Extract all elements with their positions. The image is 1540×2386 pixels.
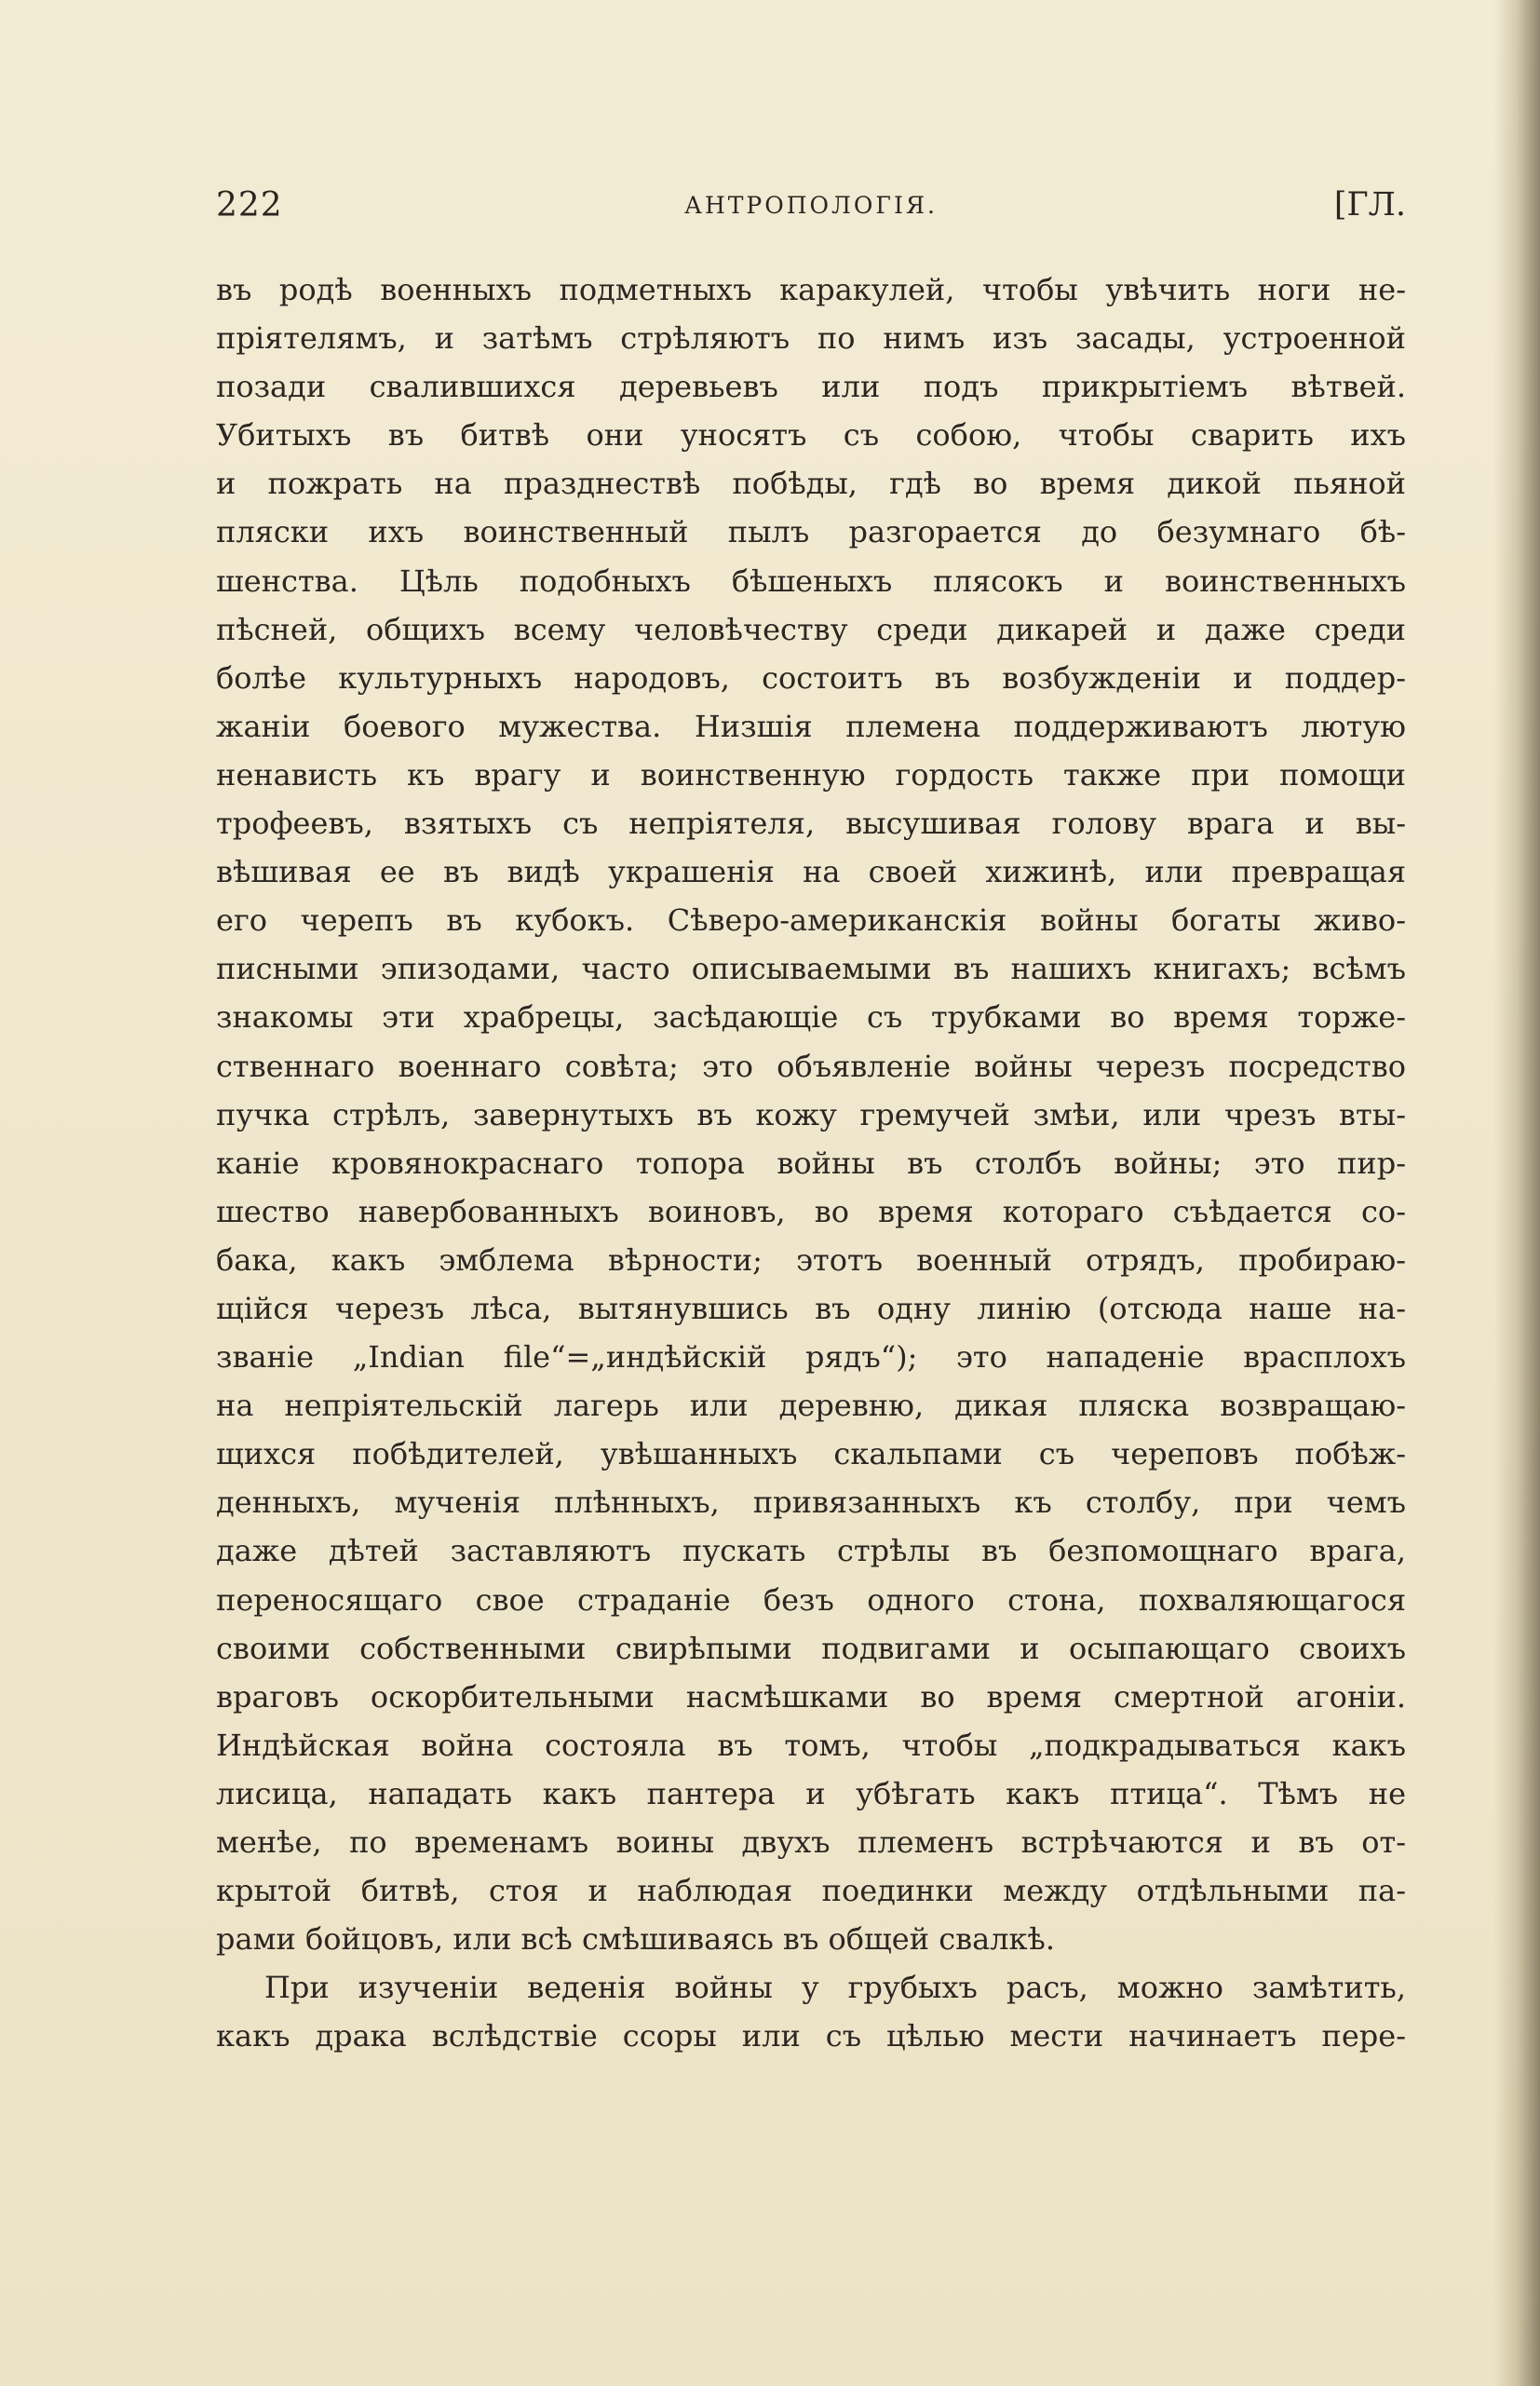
text-line: менѣе, по временамъ воины двухъ племенъ встрѣчаются и въ от- [216,1824,1406,1860]
text-line: щихся побѣдителей, увѣшанныхъ скальпами съ череповъ побѣж- [216,1436,1406,1472]
text-line: болѣе культурныхъ народовъ, состоитъ въ возбужденіи и поддер- [216,659,1406,696]
running-title: АНТРОПОЛОГІЯ. [684,192,938,219]
text-line: и пожрать на празднествѣ побѣды, гдѣ во время дикой пьяной [216,466,1406,502]
text-line: рами бойцовъ, или всѣ смѣшиваясь въ общей свалкѣ. [216,1921,1055,1958]
text-line: крытой битвѣ, стоя и наблюдая поединки между отдѣльными па- [216,1873,1406,1909]
text-line: Убитыхъ въ битвѣ они уносятъ съ собою, чтобы сварить ихъ [216,417,1406,454]
text-line: трофеевъ, взятыхъ съ непріятеля, высушивая голову врага и вы- [216,806,1406,842]
text-line: враговъ оскорбительными насмѣшками во время смертной агоніи. [216,1678,1406,1715]
text-line: шенства. Цѣль подобныхъ бѣшеныхъ плясокъ и воинственныхъ [216,563,1406,599]
text-line: жаніи боевого мужества. Низшія племена поддерживаютъ лютую [216,708,1406,744]
text-line: пріятелямъ, и затѣмъ стрѣляютъ по нимъ изъ засады, устроенной [216,320,1406,357]
body-text [216,265,1406,2060]
text-line: бака, какъ эмблема вѣрности; этотъ военный отрядъ, пробираю- [216,1241,1406,1278]
text-line: ственнаго военнаго совѣта; это объявленіе войны черезъ посредство [216,1048,1406,1084]
text-line: каніе кровянокраснаго топора войны въ столбъ войны; это пир- [216,1145,1406,1181]
text-line: пляски ихъ воинственный пылъ разгорается до безумнаго бѣ- [216,514,1406,550]
text-line: писными эпизодами, часто описываемыми въ нашихъ книгахъ; всѣмъ [216,951,1406,987]
text-line: денныхъ, мученія плѣнныхъ, привязанныхъ къ столбу, при чемъ [216,1484,1406,1521]
running-head [216,186,1406,233]
page-number: 222 [216,186,283,224]
text-line: ненависть къ врагу и воинственную гордость также при помощи [216,756,1406,793]
chapter-reference: [ГЛ. [1333,186,1406,224]
paragraph-2 [216,1963,1406,2060]
text-line: пучка стрѣлъ, завернутыхъ въ кожу гремучей змѣи, или чрезъ вты- [216,1096,1406,1132]
text-line: Индѣйская война состояла въ томъ, чтобы „подкрадываться какъ [216,1727,1406,1763]
text-line: званіе „Indian file“=„индѣйскій рядъ“); это нападеніе врасплохъ [216,1339,1406,1376]
text-line: щійся черезъ лѣса, вытянувшись въ одну линію (отсюда наше на- [216,1290,1406,1326]
text-line: лисица, нападать какъ пантера и убѣгать какъ птица“. Тѣмъ не [216,1775,1406,1811]
text-line: даже дѣтей заставляютъ пускать стрѣлы въ безпомощнаго врага, [216,1533,1406,1569]
text-line: въ родѣ военныхъ подметныхъ каракулей, чтобы увѣчить ноги не- [216,272,1406,307]
text-line: переносящаго свое страданіе безъ одного стона, похваляющагося [216,1581,1406,1618]
text-line: своими собственными свирѣпыми подвигами и осыпающаго своихъ [216,1630,1406,1666]
text-line: пѣсней, общихъ всему человѣчеству среди дикарей и даже среди [216,611,1406,647]
text-line: При изученіи веденія войны у грубыхъ расъ, можно замѣтить, [264,1970,1406,2006]
text-line: знакомы эти храбрецы, засѣдающіе съ трубками во время торже- [216,999,1406,1036]
text-line: его черепъ въ кубокъ. Сѣверо-американскія войны богаты живо- [216,902,1406,939]
text-line: вѣшивая ее въ видѣ украшенія на своей хижинѣ, или превращая [216,854,1406,890]
text-line: позади свалившихся деревьевъ или подъ прикрытіемъ вѣтвей. [216,369,1406,405]
text-line: шество навербованныхъ воиновъ, во время котораго съѣдается со- [216,1193,1406,1229]
text-line: на непріятельскій лагерь или деревню, дикая пляска возвращаю- [216,1388,1406,1424]
paragraph-1 [216,265,1406,1963]
text-line: какъ драка вслѣдствіе ссоры или съ цѣлью мести начинаетъ пере- [216,2018,1406,2054]
